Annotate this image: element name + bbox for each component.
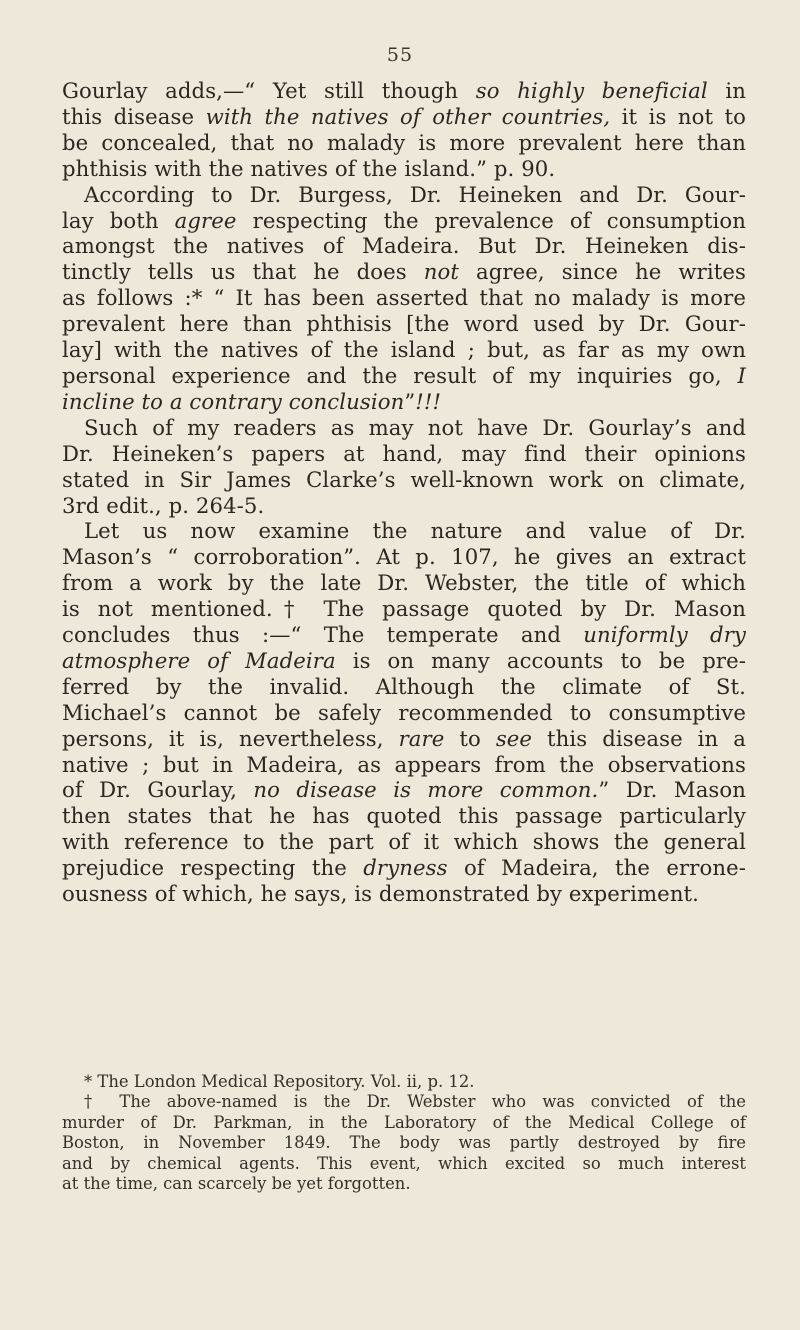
body-line — [62, 881, 746, 907]
body-line — [62, 233, 746, 259]
body-line — [62, 285, 746, 311]
body-line — [62, 259, 746, 285]
footnote-line — [62, 1092, 746, 1112]
body-line — [62, 78, 746, 104]
body-line — [62, 752, 746, 778]
text-segment: it is not to — [610, 103, 746, 129]
text-segment: ferred by the invalid. Although the climate of St. — [62, 673, 746, 699]
text-segment: lay both — [62, 207, 175, 233]
footnote-line — [62, 1154, 746, 1174]
text-segment: then states that he has quoted this passage particularly — [62, 803, 746, 829]
text-segment: † The above-named is the Dr. Webster who was convicted of the — [84, 1092, 746, 1112]
text-segment: concludes thus :—“ The temperate and — [62, 622, 584, 648]
body-line — [62, 674, 746, 700]
text-segment: as follows :* “ It has been asserted that no malady is more — [62, 285, 746, 311]
body-line — [62, 803, 746, 829]
body-line — [62, 648, 746, 674]
text-segment: Mason’s “ corroboration”. At p. 107, he gives an extract — [62, 544, 746, 570]
text-segment: at the time, can scarcely be yet forgotten. — [62, 1174, 411, 1194]
text-segment: stated in Sir James Clarke’s well-known work on climate, — [62, 466, 746, 492]
italic-text: see — [495, 725, 533, 751]
text-segment: Dr. Heineken’s papers at hand, may find their opinions — [62, 440, 746, 466]
italic-text: agree — [174, 207, 237, 233]
body-line — [62, 518, 746, 544]
italic-text: not — [423, 259, 460, 285]
text-segment: Gourlay adds,—“ Yet still though — [62, 78, 476, 103]
text-segment: of Dr. Gourlay, — [62, 777, 254, 803]
footnote-line — [62, 1072, 746, 1092]
text-segment: lay] with the natives of the island ; but, as far as my own — [62, 337, 746, 363]
body-line — [62, 441, 746, 467]
text-segment: prevalent here than phthisis [the word used by Dr. Gour- — [62, 311, 746, 337]
text-segment: amongst the natives of Madeira. But Dr. Heineken dis- — [62, 233, 746, 259]
page-number: 55 — [386, 44, 414, 66]
text-segment: this disease in a — [532, 725, 747, 751]
text-segment: agree, since he writes — [459, 259, 746, 285]
text-segment: Let us now examine the nature and value of Dr. — [84, 518, 746, 544]
text-segment: is on many accounts to be pre- — [335, 647, 746, 673]
text-segment: Such of my readers as may not have Dr. Gourlay’s and — [84, 414, 746, 440]
body-text — [62, 78, 746, 907]
body-line — [62, 104, 746, 130]
text-segment: to — [444, 725, 496, 751]
italic-text: !!! — [415, 388, 442, 414]
text-segment: According to Dr. Burgess, Dr. Heineken and Dr. Gour- — [84, 181, 746, 207]
text-segment: Michael’s cannot be safely recommended to consumptive — [62, 699, 746, 725]
footnote-line — [62, 1174, 746, 1194]
footnotes — [62, 1072, 746, 1194]
text-segment: ousness of which, he says, is demonstrated by experiment. — [62, 881, 700, 907]
body-line — [62, 337, 746, 363]
text-segment: be concealed, that no malady is more prevalent here than — [62, 129, 746, 155]
body-line — [62, 182, 746, 208]
italic-text: with the natives of other countries, — [205, 103, 611, 129]
text-segment: from a work by the late Dr. Webster, the title of which — [62, 570, 746, 596]
text-segment: persons, it is, nevertheless, — [62, 725, 399, 751]
text-segment: murder of Dr. Parkman, in the Laboratory of the Medical College of — [62, 1112, 746, 1132]
footnote-line — [62, 1133, 746, 1153]
text-segment: and by chemical agents. This event, which excited so much interest — [62, 1153, 746, 1173]
footnote-line — [62, 1113, 746, 1133]
italic-text: I — [737, 362, 746, 388]
body-line — [62, 493, 746, 519]
text-segment: prejudice respecting the — [62, 855, 364, 881]
text-segment: with reference to the part of it which shows the general — [62, 829, 746, 855]
text-segment: in — [707, 78, 746, 103]
italic-text: atmosphere of Madeira — [62, 647, 336, 673]
italic-text: rare — [398, 725, 445, 751]
body-line — [62, 726, 746, 752]
italic-text: dryness — [363, 855, 448, 881]
italic-text: no disease is more common. — [253, 777, 599, 803]
text-segment: ” — [404, 388, 416, 414]
body-line — [62, 311, 746, 337]
text-segment: * The London Medical Repository. Vol. ii, p. 12. — [84, 1072, 475, 1091]
body-line — [62, 467, 746, 493]
body-line — [62, 130, 746, 156]
text-segment: ” Dr. Mason — [598, 777, 746, 803]
body-line — [62, 156, 746, 182]
italic-text: incline to a contrary conclusion — [62, 388, 405, 414]
body-line — [62, 829, 746, 855]
text-segment: 3rd edit., p. 264-5. — [62, 492, 265, 518]
text-segment: of Madeira, the errone- — [447, 855, 746, 881]
body-line — [62, 855, 746, 881]
text-segment: tinctly tells us that he does — [62, 259, 424, 285]
text-segment: phthisis with the natives of the island.” p. 90. — [62, 155, 556, 181]
body-line — [62, 570, 746, 596]
italic-text: uniformly dry — [583, 622, 747, 648]
text-segment: is not mentioned.† The passage quoted by Dr. Mason — [62, 596, 746, 622]
text-segment: personal experience and the result of my inquiries go, — [62, 362, 738, 388]
body-line — [62, 622, 746, 648]
body-line — [62, 389, 746, 415]
body-line — [62, 363, 746, 389]
text-segment: this disease — [62, 103, 206, 129]
text-segment: native ; but in Madeira, as appears from the observations — [62, 751, 746, 777]
italic-text: so highly beneficial — [475, 78, 708, 103]
body-line — [62, 777, 746, 803]
body-line — [62, 415, 746, 441]
body-line — [62, 544, 746, 570]
body-line — [62, 700, 746, 726]
body-line — [62, 208, 746, 234]
body-line — [62, 596, 746, 622]
text-segment: Boston, in November 1849. The body was partly destroyed by fire — [62, 1133, 746, 1153]
text-segment: respecting the prevalence of consumption — [236, 207, 746, 233]
